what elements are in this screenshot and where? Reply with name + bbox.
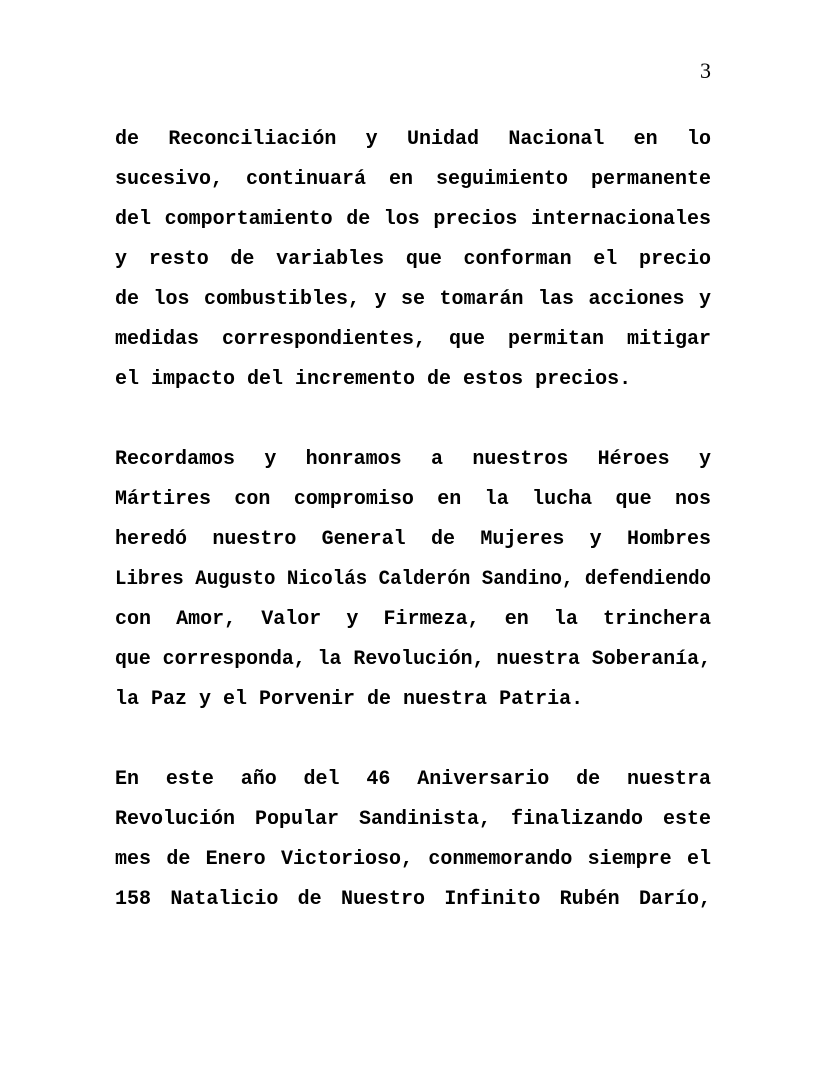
text-line: mes de Enero Victorioso, conmemorando siempre el (115, 848, 711, 871)
paragraph (115, 440, 711, 720)
text-line: la Paz y el Porvenir de nuestra Patria. (115, 688, 584, 711)
text-line: de los combustibles, y se tomarán las acciones y (115, 288, 711, 311)
text-line: 158 Natalicio de Nuestro Infinito Rubén Darío, (115, 888, 711, 911)
text-line: y resto de variables que conforman el precio (115, 248, 711, 271)
text-line: Recordamos y honramos a nuestros Héroes y (115, 448, 711, 471)
text-line: En este año del 46 Aniversario de nuestra (115, 768, 711, 791)
text-line: heredó nuestro General de Mujeres y Hombres (115, 528, 711, 551)
text-line: medidas correspondientes, que permitan mitigar (115, 328, 711, 351)
text-line: del comportamiento de los precios internacionales (115, 208, 711, 231)
text-line: con Amor, Valor y Firmeza, en la trinchera (115, 608, 711, 631)
text-line: Revolución Popular Sandinista, finalizando este (115, 808, 711, 831)
document-body (115, 120, 711, 920)
text-line: Mártires con compromiso en la lucha que nos (115, 488, 711, 511)
text-line: sucesivo, continuará en seguimiento permanente (115, 168, 711, 191)
text-line: Libres Augusto Nicolás Calderón Sandino, defendiendo (115, 568, 711, 591)
page-number: 3 (700, 58, 711, 83)
text-line: el impacto del incremento de estos precios. (115, 368, 632, 391)
paragraph (115, 760, 711, 920)
paragraph (115, 120, 711, 400)
text-column (115, 0, 711, 920)
text-line: que corresponda, la Revolución, nuestra Soberanía, (115, 648, 711, 671)
page-number-row (115, 0, 711, 84)
text-line: de Reconciliación y Unidad Nacional en lo (115, 128, 711, 151)
